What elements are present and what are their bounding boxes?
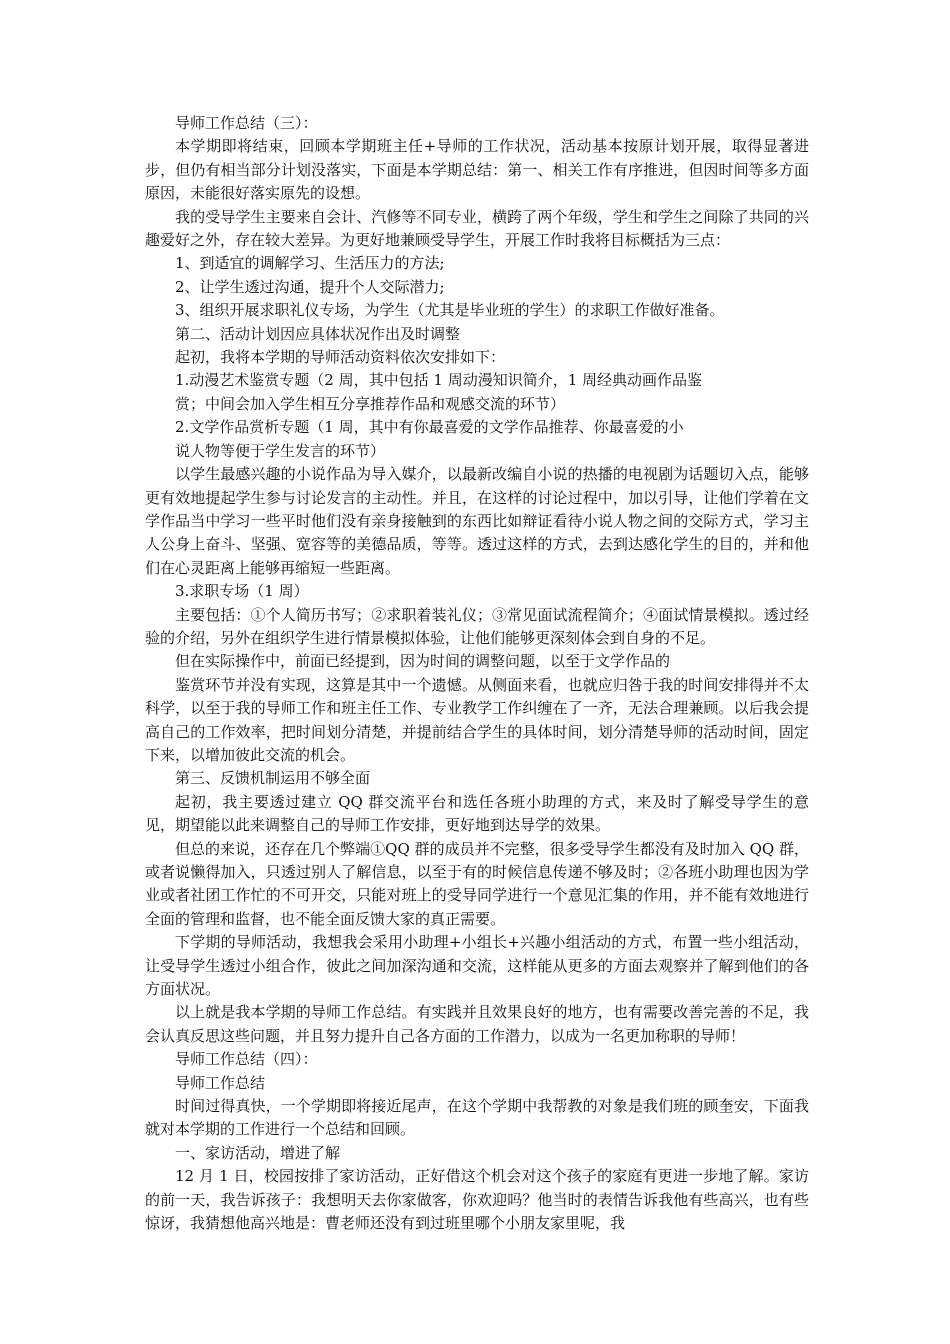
paragraph: 鉴赏环节并没有实现，这算是其中一个遗憾。从侧面来看，也就应归咎于我的时间安排得并不太科学，以至于我的导师工作和班主任工作、专业教学工作纠缠在了一齐，无法合理兼顾。以后我会提高自己的工作效率，把时间划分清楚，并提前结合学生的具体时间，划分清楚导师的活动时间，固定下来，以增加彼此交流的机会。 <box>145 675 809 764</box>
paragraph: 本学期即将结束，回顾本学期班主任+导师的工作状况，活动基本按原计划开展，取得显著进步，但仍有相当部分计划没落实，下面是本学期总结：第一、相关工作有序推进，但因时间等多方面原因，未能很好落实原先的设想。 <box>145 137 809 203</box>
paragraph: 主要包括：①个人简历书写；②求职着装礼仪；③常见面试流程简介；④面试情景模拟。透过经验的介绍，另外在组织学生进行情景模拟体验，让他们能够更深刻体会到自身的不足。 <box>145 605 809 647</box>
subheading: 导师工作总结 <box>175 1073 266 1092</box>
paragraph: 下学期的导师活动，我想我会采用小助理+小组长+兴趣小组活动的方式，布置一些小组活动，让受导学生透过小组合作，彼此之间加深沟通和交流，这样能从更多的方面去观察并了解到他们的各方面状况。 <box>145 933 809 999</box>
paragraph: 时间过得真快，一个学期即将接近尾声，在这个学期中我帮教的对象是我们班的顾奎安，下面我就对本学期的工作进行一个总结和回顾。 <box>145 1097 809 1139</box>
paragraph: 起初，我将本学期的导师活动资料依次安排如下： <box>175 348 506 367</box>
list-item: 1、到适宜的调解学习、生活压力的方法; <box>175 254 445 273</box>
paragraph: 起初，我主要透过建立 QQ 群交流平台和选任各班小助理的方式，来及时了解受导学生的意见，期望能以此来调整自己的导师工作安排，更好地到达导学的效果。 <box>145 792 809 835</box>
paragraph: 12 月 1 日，校园按排了家访活动，正好借这个机会对这个孩子的家庭有更进一步地了解。家访的前一天，我告诉孩子：我想明天去你家做客，你欢迎吗？他当时的表情告诉我他有些高兴，也有些惊讶，我猜想他高兴地是：曹老师还没有到过班里哪个小朋友家里呢，我 <box>145 1167 809 1233</box>
list-item-continuation: 赏；中间会加入学生相互分享推荐作品和观感交流的环节） <box>175 394 566 413</box>
list-item: 1.动漫艺术鉴赏专题（2 周，其中包括 1 周动漫知识简介，1 周经典动画作品鉴 <box>175 371 703 390</box>
paragraph: 以上就是我本学期的导师工作总结。有实践并且效果良好的地方，也有需要改善完善的不足，我会认真反思这些问题，并且努力提升自己各方面的工作潜力，以成为一名更加称职的导师！ <box>145 1003 809 1045</box>
paragraph: 以学生最感兴趣的小说作品为导入媒介，以最新改编自小说的热播的电视剧为话题切入点，能够更有效地提起学生参与讨论发言的主动性。并且，在这样的讨论过程中，加以引导，让他们学着在文学作品当中学习一些平时他们没有亲身接触到的东西比如辩证看待小说人物之间的交际方式，学习主人公身上奋斗、坚强、宽容等的美德品质，等等。透过这样的方式，去到达感化学生的目的，并和他们在心灵距离上能够再缩短一些距离。 <box>145 465 809 577</box>
list-item: 3.求职专场（1 周） <box>175 582 309 601</box>
list-item: 2、让学生透过沟通，提升个人交际潜力; <box>175 277 445 296</box>
paragraph: 但在实际操作中，前面已经提到，因为时间的调整问题，以至于文学作品的 <box>175 652 671 671</box>
section-heading: 导师工作总结（三）： <box>175 114 318 132</box>
subheading: 第三、反馈机制运用不够全面 <box>175 769 371 788</box>
subheading: 一、家访活动，增进了解 <box>175 1143 341 1162</box>
list-item: 2.文学作品赏析专题（1 周，其中有你最喜爱的文学作品推荐、你最喜爱的小 <box>175 418 684 437</box>
paragraph: 我的受导学生主要来自会计、汽修等不同专业，横跨了两个年级，学生和学生之间除了共同的兴趣爱好之外，存在较大差异。为更好地兼顾受导学生，开展工作时我将目标概括为三点： <box>145 207 809 250</box>
list-item: 3、组织开展求职礼仪专场，为学生（尤其是毕业班的学生）的求职工作做好准备。 <box>175 301 725 320</box>
document-body <box>145 112 809 1236</box>
subheading: 第二、活动计划因应具体状况作出及时调整 <box>175 324 461 343</box>
section-heading: 导师工作总结（四）： <box>175 1050 318 1069</box>
paragraph: 但总的来说，还存在几个弊端①QQ 群的成员并不完整，很多受导学生都没有及时加入 QQ 群，或者说懒得加入，只透过别人了解信息，以至于有的时候信息传递不够及时；②各班小助理也因为学业或者社团工作忙的不可开交，只能对班上的受导同学进行一个意见汇集的作用，并不能有效地进行全面的管理和监督，也不能全面反馈大家的真正需要。 <box>145 839 809 928</box>
list-item-continuation: 说人物等便于学生发言的环节） <box>175 441 386 460</box>
